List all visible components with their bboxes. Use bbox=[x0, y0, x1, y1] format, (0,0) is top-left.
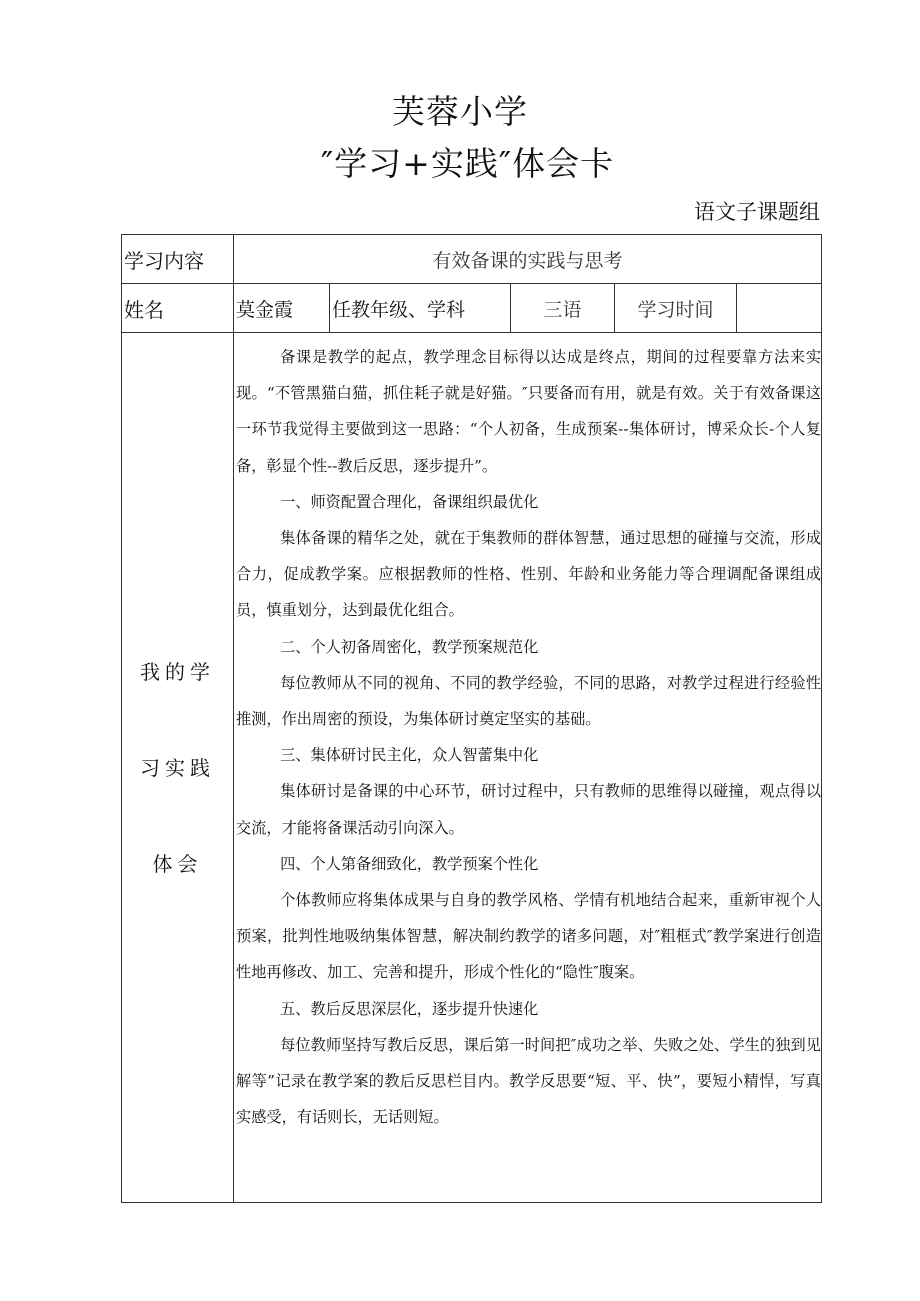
paragraph: 集体备课的精华之处，就在于集教师的群体智慧，通过思想的碰撞与交流，形成合力，促成教学案。应根据教师的性格、性别、年龄和业务能力等合理调配备课组成员，慎重划分，达到最优化组合。 bbox=[236, 529, 821, 620]
group-name: 语文子课题组 bbox=[694, 200, 820, 224]
card-title: ″学习+实践″体会卡 bbox=[320, 144, 615, 183]
time-label: 学习时间 bbox=[615, 284, 737, 333]
content-row bbox=[122, 235, 822, 284]
section-heading: 四、个人第备细致化，教学预案个性化 bbox=[280, 854, 539, 873]
paragraph: 集体研讨是备课的中心环节，研讨过程中，只有教师的思维得以碰撞，观点得以交流，才能将备课活动引向深入。 bbox=[236, 782, 821, 837]
paragraph: 每位教师从不同的视角、不同的教学经验，不同的思路，对教学过程进行经验性推测，作出周密的预设，为集体研讨奠定坚实的基础。 bbox=[236, 673, 821, 729]
section-heading: 二、个人初备周密化，教学预案规范化 bbox=[280, 637, 539, 656]
experience-text bbox=[234, 333, 822, 1203]
content-value: 有效备课的实践与思考 bbox=[234, 235, 822, 284]
info-row bbox=[122, 284, 822, 333]
subject-value: 三语 bbox=[511, 284, 615, 333]
section-heading: 五、教后反思深层化，逐步提升快速化 bbox=[280, 999, 539, 1018]
paragraph: 备课是教学的起点，教学理念目标得以达成是终点，期间的过程要靠方法来实现。“不管黑猫白猫，抓住耗子就是好猫。″只要备而有用，就是有效。关于有效备课这一环节我觉得主要做到这一思路：“个人初备，生成预案--集体研讨，博采众长-个人复备，彰显个性--教后反思，逐步提升”。 bbox=[236, 348, 821, 475]
experience-label bbox=[122, 333, 234, 1203]
name-label: 姓名 bbox=[122, 284, 234, 333]
section-heading: 三、集体研讨民主化，众人智蕾集中化 bbox=[280, 746, 539, 765]
paragraph: 个体教师应将集体成果与自身的教学风格、学情有机地结合起来，重新审视个人预案，批判性地吸纳集体智慧，解决制约教学的诸多问题，对″粗框式″教学案进行创造性地再修改、加工、完善和提升，形成个性化的“隐性″腹案。 bbox=[236, 891, 821, 982]
experience-row bbox=[122, 333, 822, 1203]
name-value: 莫金霞 bbox=[234, 284, 330, 333]
experience-label-line: 体会 bbox=[152, 851, 203, 876]
subject-label: 任教年级、学科 bbox=[330, 284, 511, 333]
content-label: 学习内容 bbox=[122, 235, 234, 284]
time-value bbox=[737, 284, 822, 333]
experience-label-line: 我的学 bbox=[140, 659, 215, 684]
experience-label-line: 习实践 bbox=[140, 755, 215, 780]
section-heading: 一、师资配置合理化，备课组织最优化 bbox=[280, 492, 539, 511]
school-title: 芙蓉小学 bbox=[392, 92, 528, 131]
experience-card-table bbox=[121, 234, 822, 1203]
paragraph: 每位教师坚持写教后反思，课后第一时间把″成功之举、失败之处、学生的独到见解等”记录在教学案的教后反思栏目内。教学反思要“短、平、快”，要短小精悍，写真实感受，有话则长，无话则短。 bbox=[236, 1035, 821, 1127]
